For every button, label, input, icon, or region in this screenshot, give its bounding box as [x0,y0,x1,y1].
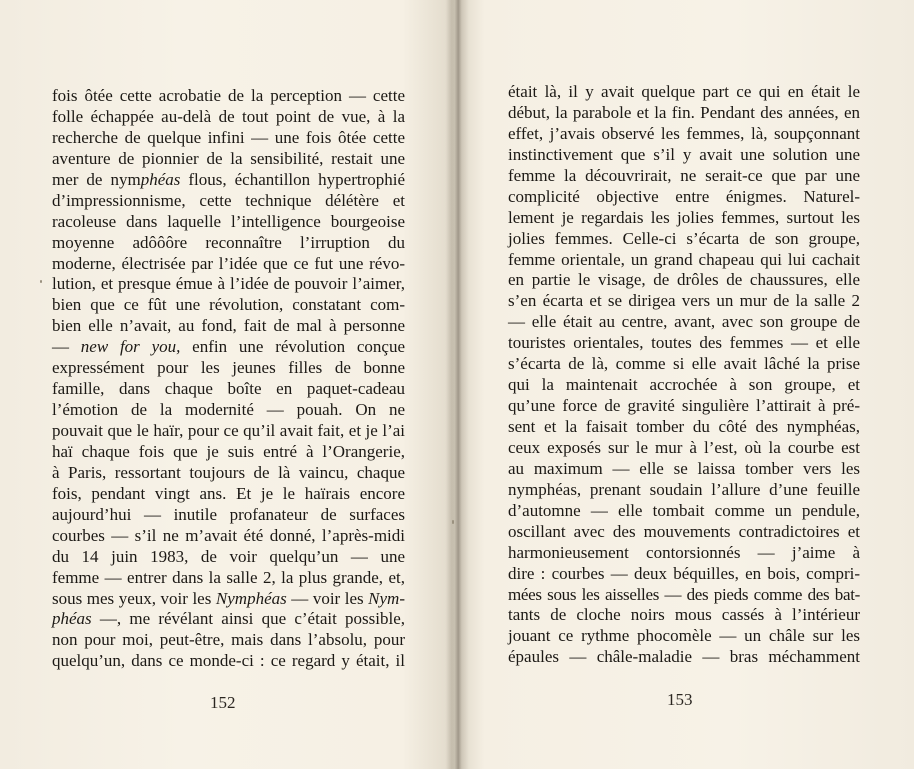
text-line: épaules — châle-maladie — bras méchamment [508,647,860,667]
text-line: expressément pour les jeunes filles de bonne [52,358,405,378]
text-line: recherche de quelque infini — une fois ôtée cette [52,127,405,147]
text-line: sous mes yeux, voir les Nymphéas — voir les Nym- [52,588,405,608]
text-line: fois ôtée cette acrobatie de la perception — cette [52,86,405,105]
text-line: d’impressionnisme, cette technique délétère et [52,190,405,210]
text-line: pouvait que le haïr, pour ce qu’il avait fait, et je l’ai [52,421,405,440]
text-line: femme — entrer dans la salle 2, la plus grande, et, [52,567,405,587]
text-line: femme orientale, un grand chapeau qui lui cachait [508,249,860,269]
text-line: haï chaque fois que je suis entré à l’Orangerie, [52,441,405,461]
text-line: quelqu’un, dans ce monde-ci : ce regard y était, il [52,651,405,671]
text-line: folle échappée au-delà de tout point de vue, à la [52,106,405,126]
text-line: en partie le visage, de drôles de chaussures, elle [508,270,860,290]
text-line: était là, il y avait quelque part ce qui en était le [508,82,860,101]
text-line: racoleuse dans laquelle l’intelligence bourgeoise [52,211,405,231]
text-line: moyenne adôôôre reconnaître l’irruption du [52,232,405,252]
text-line: lution, et presque émue à l’idée de pouvoir l’aimer, [52,274,405,294]
text-line: phéas —, me révélant ainsi que c’était possible, [52,609,405,629]
right-page [460,0,914,769]
text-line: sent et la faisait tomber du côté des nymphéas, [508,417,860,436]
text-line: nymphéas, prenant soudain l’allure d’une feuille [508,479,860,499]
text-line: d’automne — elle tombait comme un pendule, [508,500,860,520]
text-line: harmonieusement contorsionnés — j’aime à [508,542,860,562]
page-number: 153 [667,690,693,709]
text-line: complicité objective entre énigmes. Naturel- [508,186,860,206]
text-line: aujourd’hui — inutile profanateur de surfaces [52,504,405,524]
left-page [0,0,452,769]
paper-speck [40,280,42,283]
text-line: jouant ce rythme phocomèle — un châle sur les [508,626,860,646]
text-line: courbes — s’il ne m’avait été donné, l’après-midi [52,525,405,545]
text-line: s’en écarta et se dirigea vers un mur de la salle 2 [508,291,860,311]
text-line: touristes orientales, toutes des femmes — et elle [508,333,860,353]
text-line: famille, dans chaque boîte en paquet-cadeau [52,379,405,399]
text-line: du 14 juin 1983, de voir quelqu’un — une [52,546,405,566]
text-line: — new for you, enfin une révolution conçue [52,337,405,357]
text-line: à Paris, ressortant toujours de là vaincu, chaque [52,462,405,482]
text-line: qui la maintenait accrochée à son groupe, et [508,375,860,395]
text-line: oscillant avec des mouvements contradictoires et [508,521,860,541]
text-line: mées sous les aisselles — des pieds comme des bat- [508,584,860,604]
text-line: ceux exposés sur le mur à l’est, où la courbe est [508,437,860,457]
text-line: — elle était au centre, avant, avec son groupe de [508,312,860,332]
text-line: effet, j’avais observé les femmes, là, soupçonnant [508,123,860,143]
text-line: non pour moi, peut-être, mais dans l’absolu, pour [52,630,405,650]
text-line: dire : courbes — deux béquilles, en bois, compri- [508,563,860,583]
page-number: 152 [210,693,236,712]
text-line: bien elle n’avait, au fond, fait de mal à personne [52,316,405,336]
text-line: mer de nymphéas flous, échantillon hypertrophié [52,169,406,189]
text-line: femme la découvrirait, ne serait-ce que par une [508,165,860,185]
text-line: fois, pendant vingt ans. Et je le haïrais encore [52,483,405,503]
text-line: qu’une force de gravité singulière l’attirait à pré- [508,396,860,416]
text-line: tants de cloche noirs mous cassés à l’intérieur [508,605,860,625]
text-line: lement je regardais les jolies femmes, surtout les [508,207,860,227]
text-line: au maximum — elle se laissa tomber vers les [508,458,860,478]
left-page-body [52,86,405,672]
text-line: jolies femmes. Celle-ci s’écarta de son groupe, [508,228,860,248]
text-line: début, la parabole et la fin. Pendant des années, en [508,102,860,122]
right-page-body [508,82,860,668]
text-line: bien que ce fût une révolution, constatant com- [52,295,405,315]
paper-speck [452,520,454,524]
text-line: aventure de pionnier de la sensibilité, restait une [52,148,405,168]
text-line: instinctivement que s’il y avait une solution une [508,144,860,164]
text-line: moderne, électrisée par l’idée que ce fut une révo- [52,253,405,273]
text-line: l’émotion de la modernité — pouah. On ne [52,400,405,420]
text-line: s’écarta de là, comme si elle avait lâché la prise [508,354,860,374]
